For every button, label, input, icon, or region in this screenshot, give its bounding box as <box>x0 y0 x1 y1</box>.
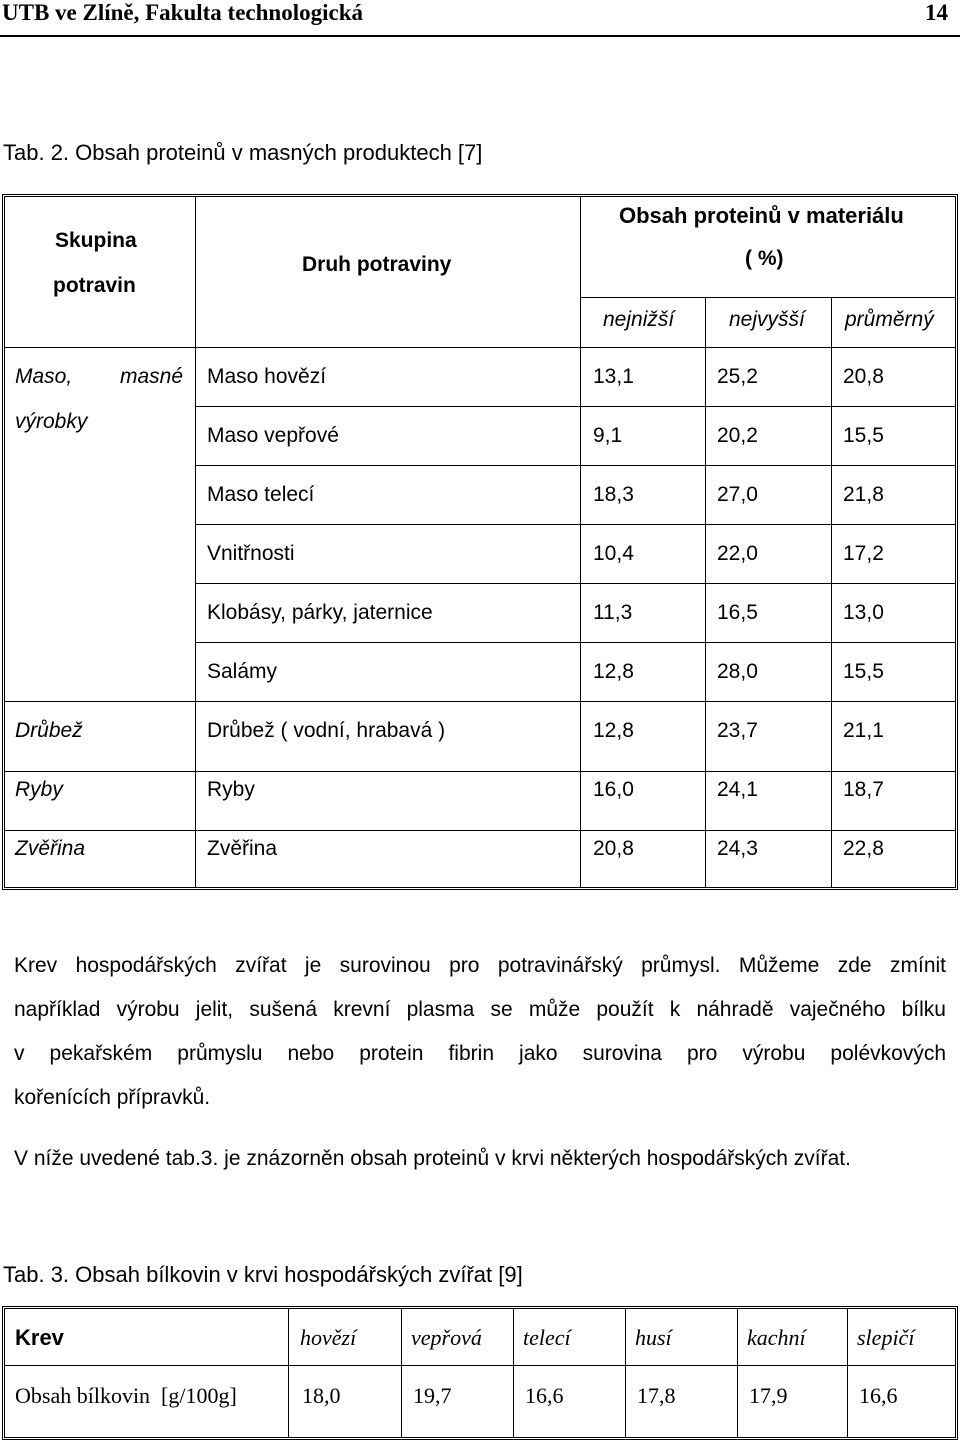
cell-max: 20,2 <box>717 424 758 447</box>
paragraph-line: v pekařském průmyslu nebo protein fibrin jako surovina pro výrobu polévkových <box>14 1042 946 1065</box>
cell-min: 13,1 <box>593 365 634 388</box>
cell-max: 22,0 <box>717 542 758 565</box>
cell-min: 12,8 <box>593 719 634 742</box>
group-label-meat: masné <box>120 365 184 388</box>
table3-divider <box>288 1309 289 1437</box>
table3-animal: kachní <box>747 1325 806 1350</box>
cell-avg: 15,5 <box>843 660 884 683</box>
paragraph-line: Krev hospodářských zvířat je surovinou pro potravinářský průmysl. Můžeme zde zmínit <box>14 954 946 977</box>
cell-avg: 22,8 <box>843 837 884 860</box>
cell-max: 16,5 <box>717 601 758 624</box>
table3-value: 17,8 <box>637 1383 676 1408</box>
cell-min: 20,8 <box>593 837 634 860</box>
table3-divider <box>5 1365 955 1366</box>
table2-divider <box>195 583 955 584</box>
paragraph-line: například výrobu jelit, sušená krevní plasma se může použít k náhradě vaječného bílku <box>14 998 946 1021</box>
group-label-meat: výrobky <box>15 410 88 433</box>
paragraph-line: kořenících přípravků. <box>14 1086 211 1109</box>
cell-food: Ryby <box>207 778 255 801</box>
group-label-game: Zvěřina <box>15 837 86 860</box>
header-content-line2: ( %) <box>745 247 784 270</box>
cell-max: 24,1 <box>717 778 758 801</box>
table3-divider <box>737 1309 738 1437</box>
table2-divider <box>831 297 832 887</box>
table2-divider <box>195 524 955 525</box>
group-label-poultry: Drůbež <box>15 719 83 742</box>
table2-divider <box>5 830 955 831</box>
cell-min: 12,8 <box>593 660 634 683</box>
table3-animal: vepřová <box>411 1325 482 1350</box>
cell-food: Vnitřnosti <box>207 542 295 565</box>
cell-max: 27,0 <box>717 483 758 506</box>
table2-divider <box>580 197 581 887</box>
table3-value: 19,7 <box>413 1383 452 1408</box>
cell-food: Salámy <box>207 660 278 683</box>
header-min: nejnižší <box>603 308 675 331</box>
cell-food: Drůbež ( vodní, hrabavá ) <box>207 719 446 742</box>
table3-divider <box>625 1309 626 1437</box>
table3-animal: telecí <box>523 1325 571 1350</box>
table3-animal: slepičí <box>857 1325 915 1350</box>
table2-divider <box>705 297 706 887</box>
header-avg: průměrný <box>845 308 934 331</box>
header-group-line2: potravin <box>53 274 136 297</box>
table3 <box>2 1306 958 1440</box>
institution-name: UTB ve Zlíně, Fakulta technologická <box>2 0 363 25</box>
cell-food: Klobásy, párky, jaternice <box>207 601 433 624</box>
cell-food: Maso hovězí <box>207 365 327 388</box>
table3-divider <box>401 1309 402 1437</box>
table2-divider <box>5 347 955 348</box>
cell-min: 9,1 <box>593 424 623 447</box>
cell-avg: 17,2 <box>843 542 884 565</box>
cell-food: Zvěřina <box>207 837 278 860</box>
paragraph-line: V níže uvedené tab.3. je znázorněn obsah proteinů v krvi některých hospodářských zvířat. <box>14 1147 851 1170</box>
body-paragraph-2 <box>14 1137 946 1181</box>
table2-divider <box>580 297 955 298</box>
cell-max: 28,0 <box>717 660 758 683</box>
table2-divider <box>195 197 196 887</box>
header-group-line1: Skupina <box>55 229 137 252</box>
table2-divider <box>5 701 955 702</box>
cell-avg: 21,8 <box>843 483 884 506</box>
cell-avg: 20,8 <box>843 365 884 388</box>
table2-divider <box>195 465 955 466</box>
table3-value: 17,9 <box>749 1383 788 1408</box>
group-label-meat: Maso, <box>15 365 73 388</box>
table3-value: 16,6 <box>525 1383 564 1408</box>
cell-min: 16,0 <box>593 778 634 801</box>
table3-divider <box>847 1309 848 1437</box>
header-content-line1: Obsah proteinů v materiálu <box>619 203 904 228</box>
table2-divider <box>195 406 955 407</box>
cell-max: 24,3 <box>717 837 758 860</box>
cell-max: 23,7 <box>717 719 758 742</box>
page-number: 14 <box>925 0 948 25</box>
table3-animal: hovězí <box>300 1325 357 1350</box>
table3-value: 18,0 <box>302 1383 341 1408</box>
header-max: nejvyšší <box>729 308 805 331</box>
cell-min: 10,4 <box>593 542 634 565</box>
table3-caption: Tab. 3. Obsah bílkovin v krvi hospodářských zvířat [9] <box>3 1262 523 1287</box>
table3-divider <box>513 1309 514 1437</box>
page-header <box>0 0 960 37</box>
table2-caption: Tab. 2. Obsah proteinů v masných produktech [7] <box>3 140 483 165</box>
cell-max: 25,2 <box>717 365 758 388</box>
cell-min: 11,3 <box>593 601 633 624</box>
table2-divider <box>5 771 955 772</box>
body-paragraph <box>14 944 946 1120</box>
table2 <box>2 194 958 890</box>
cell-food: Maso telecí <box>207 483 315 506</box>
group-label-fish: Ryby <box>15 778 63 801</box>
table2-divider <box>195 642 955 643</box>
table3-header-label: Krev <box>15 1325 64 1350</box>
cell-food: Maso vepřové <box>207 424 339 447</box>
table3-animal: husí <box>635 1325 672 1350</box>
cell-avg: 15,5 <box>843 424 884 447</box>
cell-avg: 21,1 <box>843 719 884 742</box>
table3-row-label: Obsah bílkovin [g/100g] <box>15 1383 237 1408</box>
header-food: Druh potraviny <box>302 253 452 276</box>
cell-avg: 13,0 <box>843 601 884 624</box>
cell-avg: 18,7 <box>843 778 884 801</box>
table3-value: 16,6 <box>859 1383 898 1408</box>
cell-min: 18,3 <box>593 483 634 506</box>
